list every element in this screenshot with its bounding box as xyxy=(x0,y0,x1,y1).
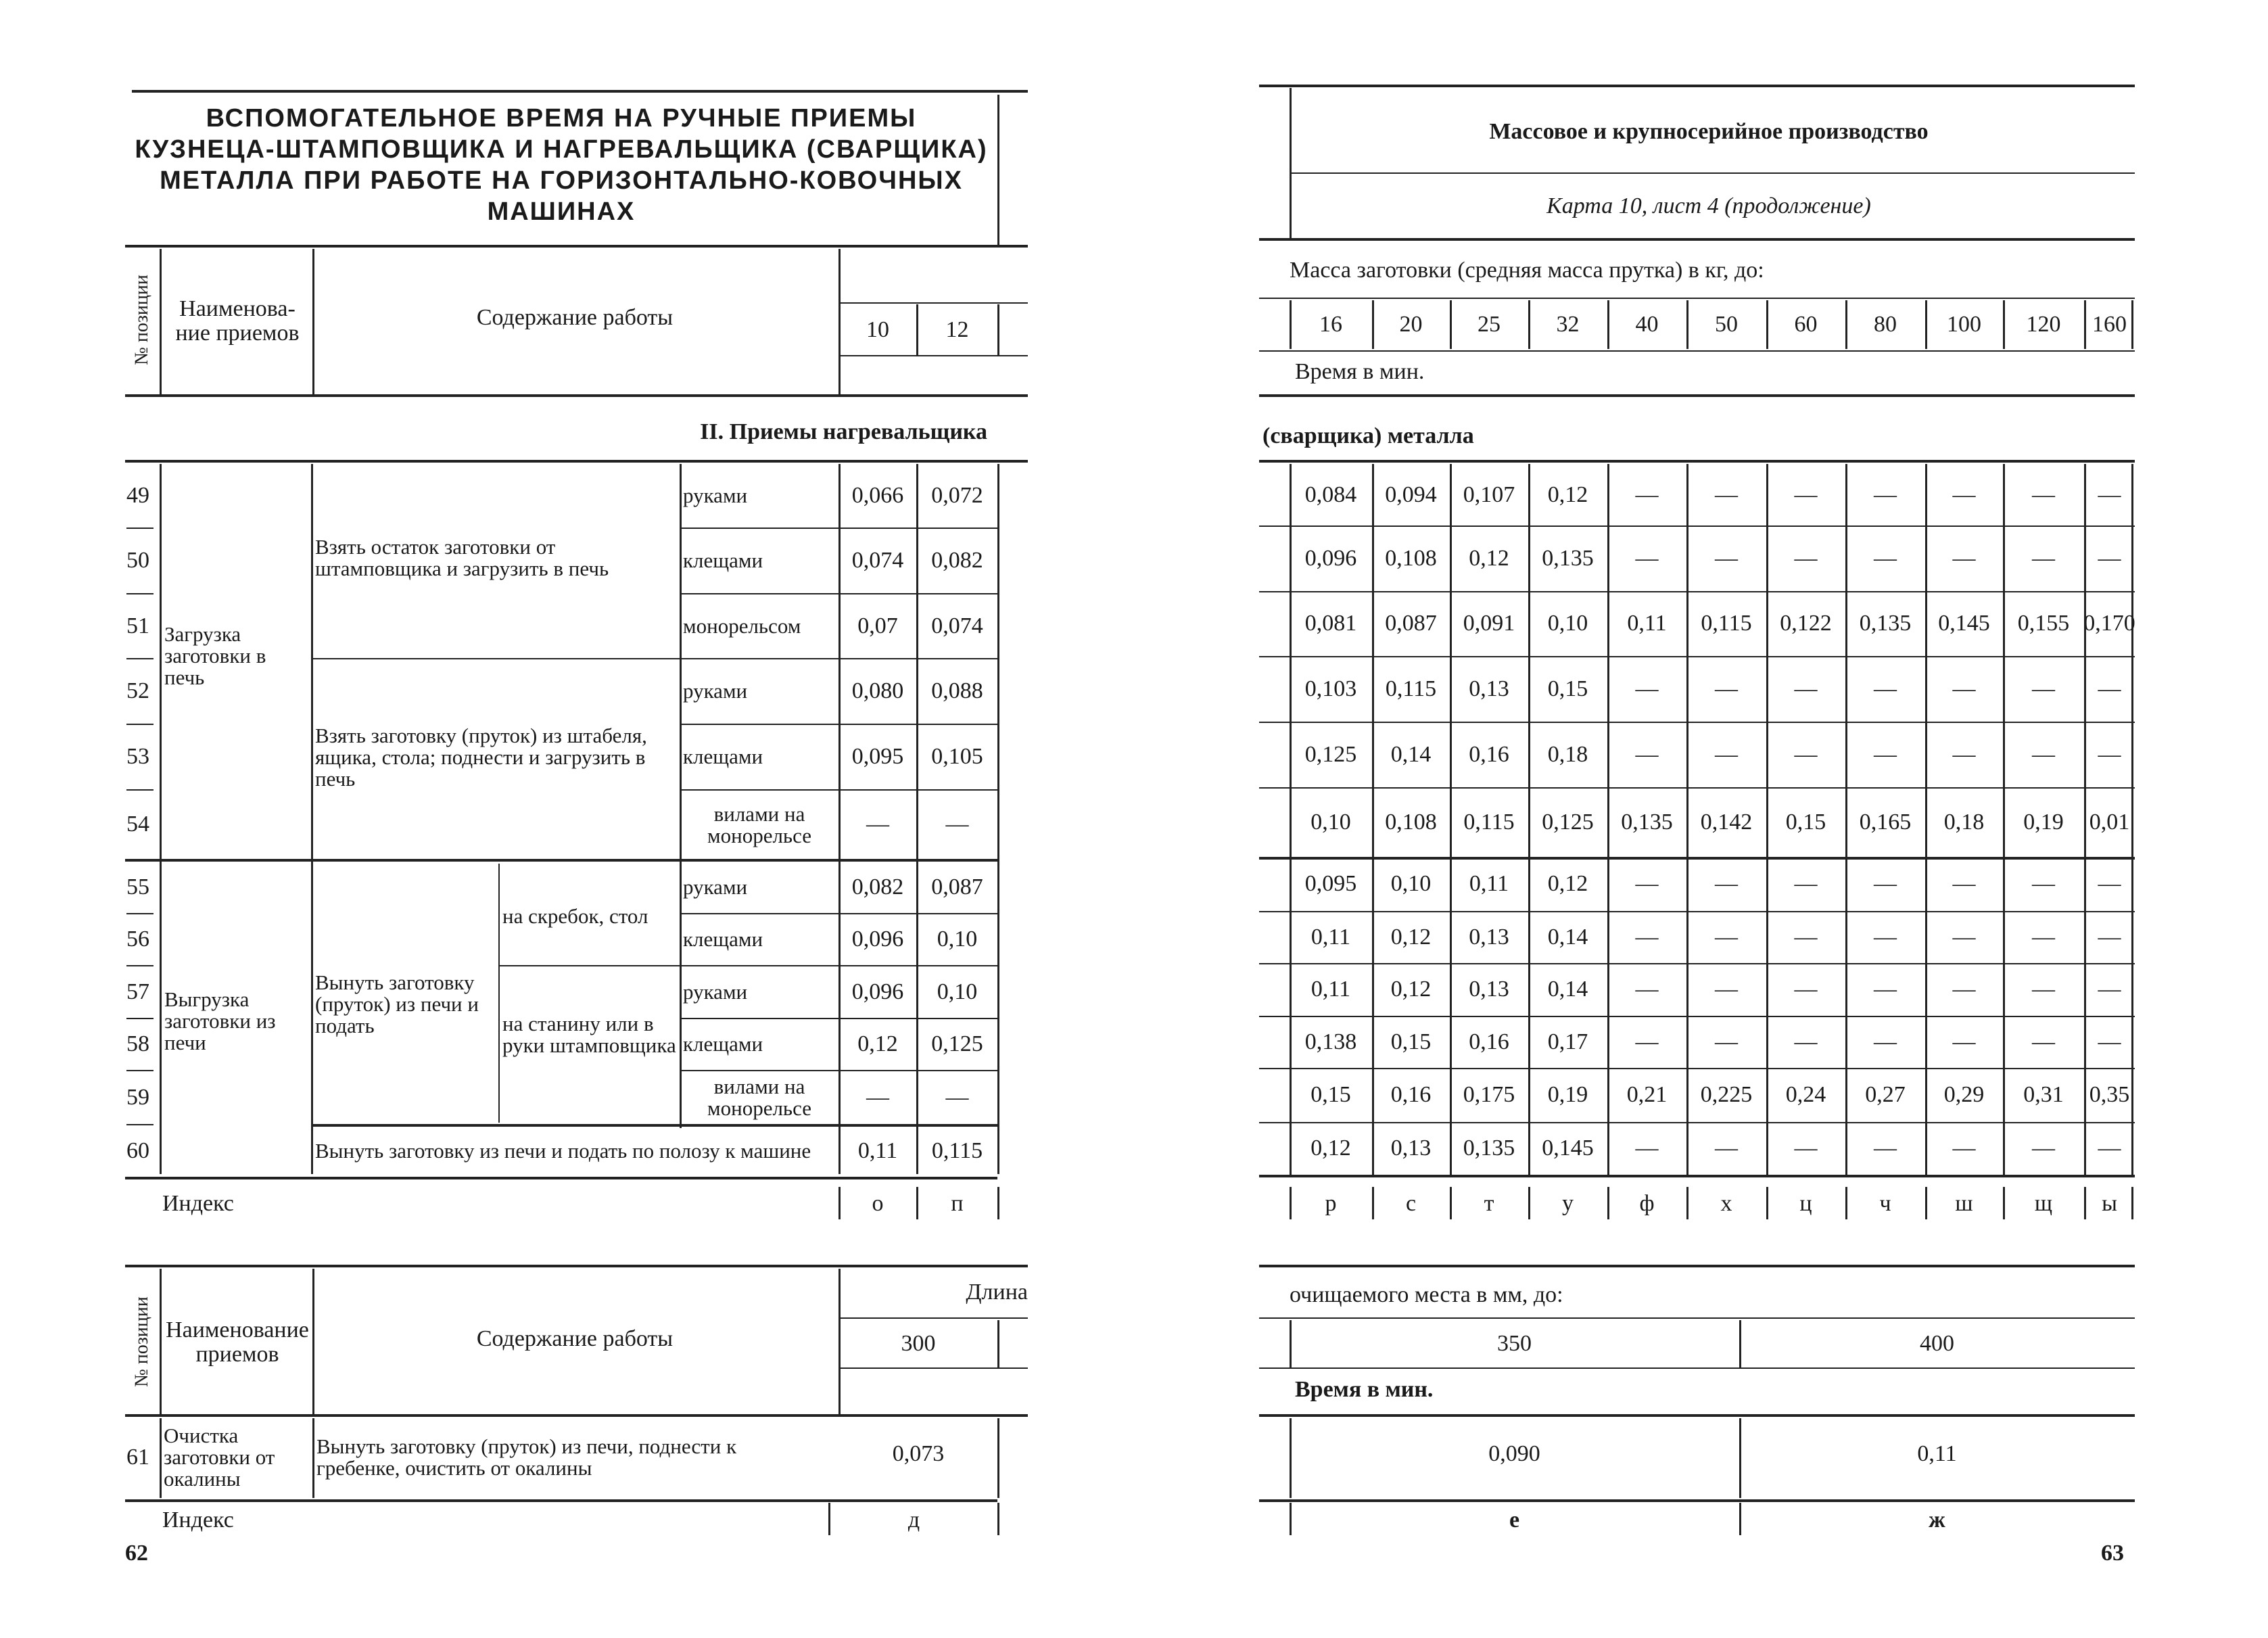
mass-col-7: 80 xyxy=(1874,312,1897,337)
time-cell: — xyxy=(1794,545,1818,571)
time-cell: — xyxy=(1715,871,1738,896)
time-cell: — xyxy=(1635,977,1659,1002)
time-cell: 0,19 xyxy=(1547,1082,1588,1107)
time-cell: 0,29 xyxy=(1943,1082,1985,1107)
description-1: Взять остаток заготовки от штамповщика и загрузить в печь xyxy=(315,535,609,580)
group-unload: Выгрузка заготовки из печи xyxy=(164,987,276,1054)
mass-col-1: 20 xyxy=(1399,312,1423,337)
table2-pos-header: № позиции xyxy=(131,1296,153,1387)
time-cell: 0,24 xyxy=(1785,1082,1826,1107)
time-cell: — xyxy=(2032,545,2055,571)
time-cell: — xyxy=(1874,741,1897,767)
title-side-rule xyxy=(997,95,999,245)
time-cell: 0,13 xyxy=(1469,977,1509,1002)
index-label: Индекс xyxy=(162,1191,234,1216)
time-cell: — xyxy=(2098,1136,2121,1161)
length-col-400: 400 xyxy=(1920,1331,1954,1356)
time-cell: 0,12 xyxy=(1547,871,1588,896)
time-cell: — xyxy=(2098,545,2121,571)
page-number-right: 63 xyxy=(2101,1541,2124,1566)
time-cell: — xyxy=(1952,977,1976,1002)
time-cell: 0,11 xyxy=(1627,611,1667,636)
time-cell: 0,11 xyxy=(1469,871,1509,896)
table2-length-header: Длина xyxy=(966,1280,1028,1305)
table2-top-rule xyxy=(125,1265,1028,1267)
time-cell: 0,11 xyxy=(1310,924,1351,950)
clean-time-350: 0,090 xyxy=(1488,1441,1540,1466)
time-cell: 0,165 xyxy=(1859,809,1912,835)
time-cell: 0,27 xyxy=(1865,1082,1906,1107)
time-cell: 0,135 xyxy=(1542,545,1594,571)
production-type: Массовое и крупносерийное производство xyxy=(1489,119,1929,144)
time-cell: — xyxy=(2098,482,2121,507)
time-cell: — xyxy=(2032,977,2055,1002)
clean-time-400: 0,11 xyxy=(1917,1441,1957,1466)
time-cell: — xyxy=(1635,871,1659,896)
time-cell: 0,084 xyxy=(1304,482,1357,507)
mass-col-8: 100 xyxy=(1947,312,1981,337)
time-cell: 0,10 xyxy=(1547,611,1588,636)
time-cell: 0,107 xyxy=(1463,482,1515,507)
time-cell: — xyxy=(1635,1136,1659,1161)
time-cell: 0,18 xyxy=(1943,809,1985,835)
time-cell: 0,01 xyxy=(2089,809,2130,835)
description-6: Вынуть заготовку из печи и подать по полозу к машине xyxy=(315,1139,811,1163)
index-p: п xyxy=(951,1191,964,1216)
description-3: Вынуть заготовку (пруток) из печи и подать xyxy=(315,970,479,1037)
time-cell: — xyxy=(2032,741,2055,767)
mass-col-3: 32 xyxy=(1556,312,1580,337)
time-cell: 0,135 xyxy=(1621,809,1673,835)
mass-label: Масса заготовки (средняя масса прутка) в кг, до: xyxy=(1290,258,1764,283)
time-cell: 0,15 xyxy=(1390,1029,1432,1054)
time-cell: — xyxy=(1635,676,1659,701)
time-cell: 0,12 xyxy=(1390,977,1432,1002)
time-cell: — xyxy=(1794,1136,1818,1161)
time-cell: — xyxy=(1715,482,1738,507)
time-cell: — xyxy=(1715,545,1738,571)
time-cell: 0,145 xyxy=(1938,611,1990,636)
time-cell: 0,138 xyxy=(1304,1029,1357,1054)
time-cell: 0,31 xyxy=(2023,1082,2064,1107)
time-cell: 0,14 xyxy=(1547,977,1588,1002)
time-cell: 0,13 xyxy=(1469,676,1509,701)
header-bottom-rule xyxy=(125,394,1028,397)
table2-name-header: Наименование приемов xyxy=(166,1317,309,1367)
time-cell: — xyxy=(2098,676,2121,701)
time-cell: 0,10 xyxy=(1390,871,1432,896)
mass-col-10: 10 xyxy=(866,317,889,342)
time-cell: — xyxy=(1874,924,1897,950)
time-cell: — xyxy=(2098,1029,2121,1054)
time-cell: 0,225 xyxy=(1700,1082,1753,1107)
time-cell: 0,17 xyxy=(1547,1029,1588,1054)
table2-time-label: Время в мин. xyxy=(1295,1377,1434,1402)
index-cell: ш xyxy=(1955,1191,1973,1216)
time-cell: — xyxy=(1794,924,1818,950)
time-cell: 0,12 xyxy=(1310,1136,1351,1161)
time-cell: — xyxy=(1952,924,1976,950)
time-cell: — xyxy=(1635,1029,1659,1054)
time-cell: — xyxy=(2032,482,2055,507)
time-cell: — xyxy=(1794,871,1818,896)
time-cell: — xyxy=(1874,482,1897,507)
time-cell: — xyxy=(2032,871,2055,896)
mass-col-12: 12 xyxy=(945,317,969,342)
time-cell: 0,125 xyxy=(1304,741,1357,767)
index-o: о xyxy=(872,1191,884,1216)
time-cell: 0,12 xyxy=(1390,924,1432,950)
time-cell: 0,095 xyxy=(1304,871,1357,896)
time-cell: — xyxy=(1635,924,1659,950)
time-cell: 0,11 xyxy=(1310,977,1351,1002)
description-4: на скребок, стол xyxy=(502,904,648,928)
time-cell: 0,13 xyxy=(1390,1136,1432,1161)
time-cell: — xyxy=(1715,676,1738,701)
mass-col-0: 16 xyxy=(1319,312,1342,337)
time-cell: — xyxy=(1874,977,1897,1002)
time-cell: — xyxy=(1794,676,1818,701)
time-cell: — xyxy=(1874,871,1897,896)
time-cell: 0,16 xyxy=(1390,1082,1432,1107)
time-cell: 0,15 xyxy=(1310,1082,1351,1107)
time-cell: — xyxy=(1635,482,1659,507)
mass-col-2: 25 xyxy=(1478,312,1501,337)
time-cell: — xyxy=(2032,924,2055,950)
time-cell: 0,135 xyxy=(1859,611,1912,636)
name-header: Наименова-ние приемов xyxy=(175,296,300,346)
index-zh: ж xyxy=(1929,1507,1945,1532)
time-cell: 0,14 xyxy=(1390,741,1432,767)
time-cell: — xyxy=(2098,741,2121,767)
table2-content-header: Содержание работы xyxy=(476,1326,674,1351)
time-cell: 0,096 xyxy=(1304,545,1357,571)
time-cell: — xyxy=(1874,676,1897,701)
index-cell: у xyxy=(1562,1191,1574,1216)
time-cell: — xyxy=(2098,977,2121,1002)
section-title: II. Приемы нагревальщика xyxy=(700,419,987,444)
time-cell: 0,21 xyxy=(1626,1082,1668,1107)
time-cell: 0,12 xyxy=(1469,545,1509,571)
time-cell: 0,170 xyxy=(2083,611,2135,636)
content-header: Содержание работы xyxy=(476,305,674,330)
time-cell: — xyxy=(1952,482,1976,507)
card-number: Карта 10, лист 4 (продолжение) xyxy=(1546,193,1871,218)
mass-col-9: 120 xyxy=(2026,312,2061,337)
description-2: Взять заготовку (пруток) из штабеля, ящика, стола; поднести и загрузить в печь xyxy=(315,724,647,791)
time-cell: 0,15 xyxy=(1785,809,1826,835)
section-title-cont: (сварщика) металла xyxy=(1262,423,1474,448)
time-cell: 0,19 xyxy=(2023,809,2064,835)
time-cell: 0,12 xyxy=(1547,482,1588,507)
index-cell: ф xyxy=(1639,1191,1655,1216)
time-cell: 0,145 xyxy=(1542,1136,1594,1161)
table2-index-d: д xyxy=(907,1507,920,1532)
mass-col-6: 60 xyxy=(1794,312,1818,337)
pos-header: № позиции xyxy=(131,274,153,365)
time-cell: — xyxy=(1874,1029,1897,1054)
time-cell: — xyxy=(2032,1136,2055,1161)
mass-col-4: 40 xyxy=(1635,312,1659,337)
time-cell: — xyxy=(1952,545,1976,571)
group-load: Загрузка заготовки в печь xyxy=(164,622,266,689)
time-cell: 0,35 xyxy=(2089,1082,2130,1107)
time-cell: 0,081 xyxy=(1304,611,1357,636)
time-cell: 0,108 xyxy=(1385,809,1437,835)
mass-col-5: 50 xyxy=(1715,312,1738,337)
time-cell: — xyxy=(1794,977,1818,1002)
time-cell: — xyxy=(2098,871,2121,896)
time-cell: 0,108 xyxy=(1385,545,1437,571)
time-cell: 0,087 xyxy=(1385,611,1437,636)
time-cell: — xyxy=(1715,1136,1738,1161)
time-cell: 0,15 xyxy=(1547,676,1588,701)
time-cell: — xyxy=(1635,741,1659,767)
time-cell: 0,094 xyxy=(1385,482,1437,507)
index-cell: ч xyxy=(1879,1191,1891,1216)
time-cell: — xyxy=(1952,1029,1976,1054)
header-top-rule xyxy=(125,245,1028,248)
time-cell: — xyxy=(1715,924,1738,950)
time-cell: 0,175 xyxy=(1463,1082,1515,1107)
index-e: е xyxy=(1509,1507,1520,1532)
time-cell: — xyxy=(1874,545,1897,571)
time-cell: — xyxy=(1874,1136,1897,1161)
right-header-top-rule xyxy=(1259,85,2135,87)
time-cell: 0,091 xyxy=(1463,611,1515,636)
time-cell: 0,16 xyxy=(1469,1029,1509,1054)
index-cell: щ xyxy=(2034,1191,2053,1216)
time-cell: — xyxy=(1952,741,1976,767)
time-cell: 0,10 xyxy=(1310,809,1351,835)
length-col-350: 350 xyxy=(1497,1331,1532,1356)
time-cell: 0,122 xyxy=(1780,611,1832,636)
time-cell: — xyxy=(1794,482,1818,507)
table2-index-label: Индекс xyxy=(162,1507,234,1532)
index-cell: ы xyxy=(2102,1191,2117,1216)
title-top-rule xyxy=(132,90,1028,93)
time-cell: — xyxy=(1952,1136,1976,1161)
time-cell: — xyxy=(1715,977,1738,1002)
time-cell: 0,125 xyxy=(1542,809,1594,835)
time-cell: 0,103 xyxy=(1304,676,1357,701)
time-cell: 0,115 xyxy=(1701,611,1752,636)
time-cell: — xyxy=(1635,545,1659,571)
page-number-left: 62 xyxy=(125,1541,148,1566)
time-cell: — xyxy=(2098,924,2121,950)
time-cell: — xyxy=(1952,676,1976,701)
index-cell: х xyxy=(1720,1191,1732,1216)
time-cell: — xyxy=(1952,871,1976,896)
time-cell: 0,142 xyxy=(1700,809,1753,835)
index-cell: ц xyxy=(1799,1191,1812,1216)
time-cell: 0,135 xyxy=(1463,1136,1515,1161)
time-cell: — xyxy=(1794,741,1818,767)
time-cell: 0,16 xyxy=(1469,741,1509,767)
time-cell: 0,155 xyxy=(2017,611,2070,636)
time-cell: 0,115 xyxy=(1385,676,1437,701)
time-cell: — xyxy=(1794,1029,1818,1054)
page-title: ВСПОМОГАТЕЛЬНОЕ ВРЕМЯ НА РУЧНЫЕ ПРИЕМЫ КУЗНЕЦА-ШТАМПОВЩИКА И НАГРЕВАЛЬЩИКА (СВАРЩИКА) МЕТАЛЛА ПРИ РАБОТЕ НА ГОРИЗОНТАЛЬНО-КОВОЧНЫХ МАШИНАХ xyxy=(135,104,988,226)
right-page xyxy=(1134,0,2268,1638)
length-label-cont: очищаемого места в мм, до: xyxy=(1290,1282,1563,1307)
table2-col-300: 300 xyxy=(901,1331,936,1356)
time-cell: 0,115 xyxy=(1463,809,1515,835)
time-cell: — xyxy=(1715,741,1738,767)
description-5: на станину или в руки штамповщика xyxy=(502,1012,676,1057)
mass-col-10: 160 xyxy=(2092,312,2127,337)
time-cell: — xyxy=(2032,676,2055,701)
index-cell: с xyxy=(1405,1191,1417,1216)
time-cell: — xyxy=(2032,1029,2055,1054)
time-cell: 0,18 xyxy=(1547,741,1588,767)
index-cell: р xyxy=(1325,1191,1337,1216)
time-label: Время в мин. xyxy=(1295,359,1425,384)
time-cell: 0,14 xyxy=(1547,924,1588,950)
time-cell: 0,13 xyxy=(1469,924,1509,950)
index-cell: т xyxy=(1484,1191,1494,1216)
time-cell: — xyxy=(1715,1029,1738,1054)
left-page: ВСПОМОГАТЕЛЬНОЕ ВРЕМЯ НА РУЧНЫЕ ПРИЕМЫ КУЗНЕЦА-ШТАМПОВЩИКА И НАГРЕВАЛЬЩИКА (СВАРЩИКА) МЕТАЛЛА ПРИ РАБОТЕ НА ГОРИЗОНТАЛЬНО-КОВОЧНЫХ МАШИНАХ № позиции Наименова-ние приемов Содержание работы 10 12 II. Приемы нагревальщика Загрузка заготовки в печь Выгрузка заготовки из печи Взять остаток заготовки от штамповщика и загрузить в печь Взять заготовку (пруток) из штабеля, ящика, стола; поднести и загрузить в печь Вынуть заготовку (пруток) из печи и подать на скребок, стол на станину или в руки штамповщика Вынуть заготовку из печи и подать по полозу к машине 49 руками 0,066 0,072 50 клещами 0,074 0,082 51 монорельсом 0,07 0,074 52 руками 0,080 0,088 53 клещами 0,095 0,105 54 вилами на монорельсе — — 55 руками 0,082 0,087 56 клещами 0,096 0,10 57 руками 0,096 0,10 58 клещами 0,12 0,125 59 вилами на монорельсе — — 60 0,11 0,115 Индекс о п № позиции Наименование приемов Содержание работы Длина 300 61 Очистка заготовки от окалины Вынуть заготовку (пруток) из печи, поднести к гребенке, очистить от окалины 0,073 Индекс д 62 xyxy=(0,0,1134,1638)
